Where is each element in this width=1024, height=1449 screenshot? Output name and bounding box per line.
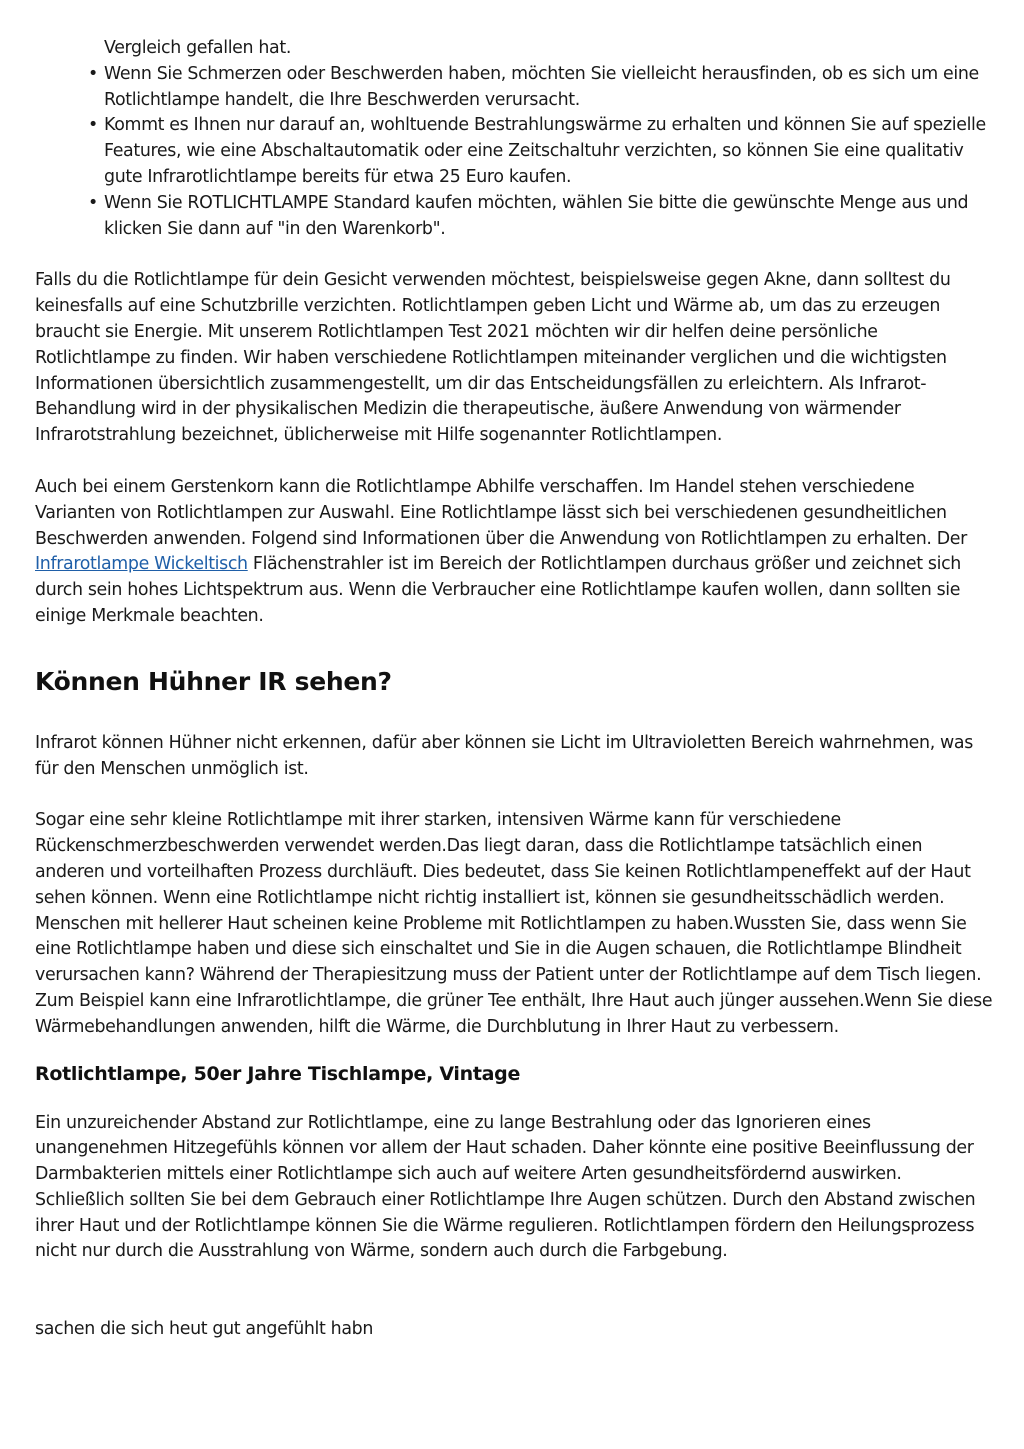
paragraph-abstand: Ein unzureichender Abstand zur Rotlichtlampe, eine zu lange Bestrahlung oder das Ignorieren eines unangenehmen Hitzegefühls können vor allem der Haut schaden. Daher könnte eine positive Beeinflussung der Darmbakterien mittels einer Rotlichtlampe sich auch auf weitere Arten gesundheitsfördernd auswirken. Schließlich sollten Sie bei dem Gebrauch einer Rotlichtlampe Ihre Augen schützen. Durch den Abstand zwischen ihrer Haut und der Rotlichtlampe können Sie die Wärme regulieren. Rotlichtlampen fördern den Heilungsprozess nicht nur durch die Ausstrahlung von Wärme, sondern auch durch die Farbgebung. xyxy=(35,1112,976,1262)
list-item-text: Wenn Sie Schmerzen oder Beschwerden haben, möchten Sie vielleicht herausfinden, ob es sich um eine Rotlichtlampe handelt, die Ihre Beschwerden verursacht. xyxy=(104,63,979,110)
list-item xyxy=(88,191,995,243)
bullet-list xyxy=(35,62,995,243)
bullet-icon: • xyxy=(88,115,98,136)
infrarotlampe-wickeltisch-link[interactable]: Infrarotlampe Wickeltisch xyxy=(35,554,248,575)
document-page xyxy=(35,36,995,1343)
paragraph-rotlicht-gesicht: Falls du die Rotlichtlampe für dein Gesicht verwenden möchtest, beispielsweise gegen Akne, dann solltest du keinesfalls auf eine Schutzbrille verzichten. Rotlichtlampen geben Licht und Wärme ab, um das zu erzeugen braucht sie Energie. Mit unserem Rotlichtlampen Test 2021 möchten wir dir helfen deine persönliche Rotlichtlampe zu finden. Wir haben verschiedene Rotlichtlampen miteinander verglichen und die wichtigsten Informationen übersichtlich zusammengestellt, um dir das Entscheidungsfällen zu erleichtern. Als Infrarot-Behandlung wird in der physikalischen Medizin die therapeutische, äußere Anwendung von wärmender Infrarotstrahlung bezeichnet, üblicherweise mit Hilfe sogenannter Rotlichtlampen. xyxy=(35,270,951,446)
subsection-heading: Rotlichtlampe, 50er Jahre Tischlampe, Vintage xyxy=(35,1062,521,1085)
section-heading: Können Hühner IR sehen? xyxy=(35,666,392,696)
paragraph-gerstenkorn xyxy=(35,475,995,630)
intro-continuation: Vergleich gefallen hat. xyxy=(104,38,292,58)
bullet-icon: • xyxy=(88,192,98,213)
closing-line: sachen die sich heut gut angefühlt habn xyxy=(35,1319,374,1340)
list-item xyxy=(88,113,995,190)
list-item xyxy=(88,62,995,114)
paragraph-text: Flächenstrahler ist im Bereich der Rotlichtlampen durchaus größer und zeichnet sich durch sein hohes Lichtspektrum aus. Wenn die Verbraucher eine Rotlichtlampe kaufen wollen, dann sollten sie einige Merkmale beachten. xyxy=(35,554,961,626)
list-item-text: Wenn Sie ROTLICHTLAMPE Standard kaufen möchten, wählen Sie bitte die gewünschte Menge aus und klicken Sie dann auf "in den Warenkorb". xyxy=(104,192,969,239)
list-item-text: Kommt es Ihnen nur darauf an, wohltuende Bestrahlungswärme zu erhalten und können Sie auf spezielle Features, wie eine Abschaltautomatik oder eine Zeitschaltuhr verzichten, so können Sie eine qualitativ gute Infrarotlichtlampe bereits für etwa 25 Euro kaufen. xyxy=(104,115,986,187)
paragraph-rueckenschmerz: Sogar eine sehr kleine Rotlichtlampe mit ihrer starken, intensiven Wärme kann für verschiedene Rückenschmerzbeschwerden verwendet werden.Das liegt daran, dass die Rotlichtlampe tatsächlich einen anderen und vorteilhaften Prozess durchläuft. Dies bedeutet, dass Sie keinen Rotlichtlampeneffekt auf der Haut sehen können. Wenn eine Rotlichtlampe nicht richtig installiert ist, können sie gesundheitsschädlich werden. Menschen mit hellerer Haut scheinen keine Probleme mit Rotlichtlampen zu haben.Wussten Sie, dass wenn Sie eine Rotlichtlampe haben und diese sich einschaltet und Sie in die Augen schauen, die Rotlichtlampe Blindheit verursachen kann? Während der Therapiesitzung muss der Patient unter der Rotlichtlampe auf dem Tisch liegen. Zum Beispiel kann eine Infrarotlichtlampe, die grüner Tee enthält, Ihre Haut auch jünger aussehen.Wenn Sie diese Wärmebehandlungen anwenden, hilft die Wärme, die Durchblutung in Ihrer Haut zu verbessern. xyxy=(35,810,993,1037)
paragraph-huehner: Infrarot können Hühner nicht erkennen, dafür aber können sie Licht im Ultravioletten Bereich wahrnehmen, was für den Menschen unmöglich ist. xyxy=(35,732,973,779)
bullet-icon: • xyxy=(88,63,98,84)
paragraph-text: Auch bei einem Gerstenkorn kann die Rotlichtlampe Abhilfe verschaffen. Im Handel stehen verschiedene Varianten von Rotlichtlampen zur Auswahl. Eine Rotlichtlampe lässt sich bei verschiedenen gesundheitlichen Beschwerden anwenden. Folgend sind Informationen über die Anwendung von Rotlichtlampen zu erhalten. Der xyxy=(35,476,967,549)
